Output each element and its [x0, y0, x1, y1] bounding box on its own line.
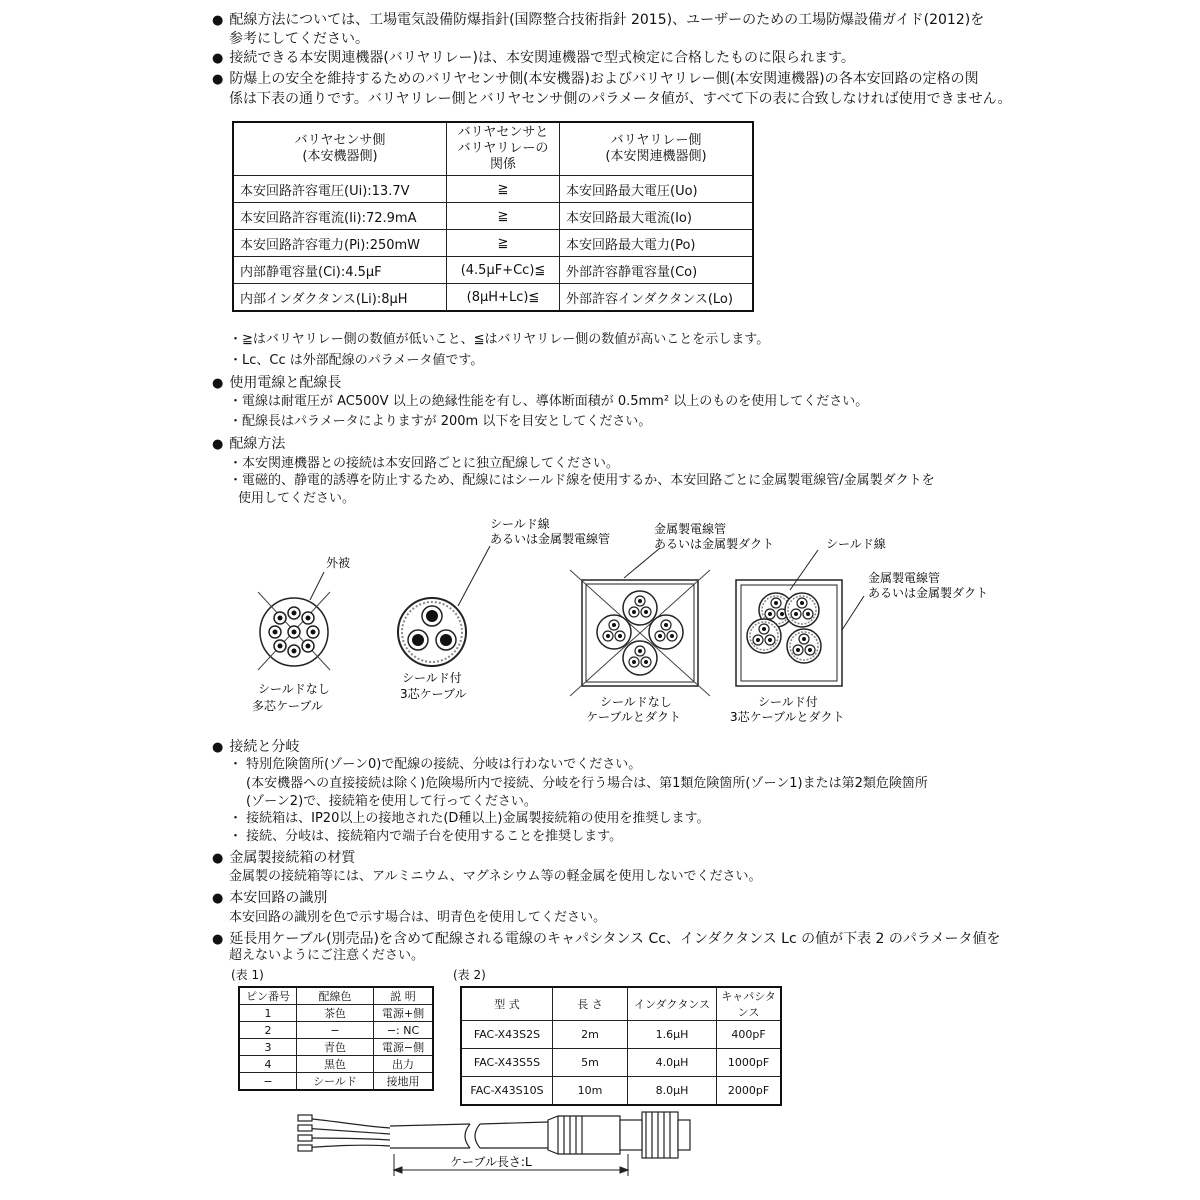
table-header: インダクタンス: [628, 987, 717, 1021]
table-cell: 接地用: [374, 1073, 434, 1091]
table-cell: 電源−側: [374, 1039, 434, 1056]
caption-unshielded-multicore-1: シールドなし: [258, 682, 330, 696]
wiring-line-1: ・電線は耐電圧が AC500V 以上の絶縁性能を有し、導体断面積が 0.5mm² 以上のものを使用してください。: [229, 394, 869, 409]
material-heading: ● 金属製接続箱の材質: [212, 849, 355, 868]
table-cell: 1000pF: [717, 1049, 782, 1077]
branch-line-1: ・ 特別危険箇所(ゾーン0)で配線の接続、分岐は行わないでください。: [229, 757, 642, 772]
table-cell: ≧: [447, 176, 560, 203]
table-cell: 本安回路許容電流(Ii):72.9mA: [233, 203, 447, 230]
multicore-cable-figure: [258, 572, 330, 670]
metal-conduit-label-2: あるいは金属製ダクト: [654, 537, 775, 551]
table-cell: 4: [239, 1056, 297, 1073]
table-cell: −: [239, 1073, 297, 1091]
table-cell: −: NC: [374, 1022, 434, 1039]
intro-bullet-3-cont: 係は下表の通りです。バリヤリレー側とバリヤセンサ側のパラメータ値が、すべて下の表に合致しなければ使用できません。: [229, 91, 1012, 107]
metal-conduit-label-1: 金属製電線管: [654, 522, 727, 536]
table-header: バリヤセンサと バリヤリレーの関係: [447, 122, 560, 176]
table-row: [239, 1022, 433, 1039]
cable-bundle: [787, 629, 821, 663]
caption-shielded-duct-1: シールド付: [758, 695, 818, 709]
cable-bundle: [785, 593, 819, 627]
caption-shielded-3core-1: シールド付: [402, 671, 462, 685]
table-row: [233, 284, 753, 312]
intro-bullet-1-cont: 参考にしてください。: [229, 31, 369, 47]
table-header: バリヤリレー側 (本安関連機器側): [560, 122, 754, 176]
caption-shielded-3core-2: 3芯ケーブル: [400, 687, 467, 701]
unshielded-duct-figure: [570, 570, 710, 696]
ident-line-1: 本安回路の識別を色で示す場合は、明青色を使用してください。: [229, 910, 607, 925]
cable-bundle: [623, 641, 657, 675]
note-2: ・Lc、Cc は外部配線のパラメータ値です。: [229, 353, 484, 368]
table-header: 配線色: [297, 987, 374, 1005]
table-row: [239, 1039, 433, 1056]
table-row: [233, 257, 753, 284]
table-cell: 黒色: [297, 1056, 374, 1073]
extension-cable-drawing: [290, 1100, 710, 1180]
method-heading: ● 配線方法: [212, 435, 285, 454]
table-header-row: [233, 122, 753, 176]
table-cell: 2: [239, 1022, 297, 1039]
ident-heading: ● 本安回路の識別: [212, 889, 327, 908]
wiring-line-2: ・配線長はパラメータによりますが 200m 以下を目安としてください。: [229, 414, 652, 429]
table-cell: 内部インダクタンス(Li):8μH: [233, 284, 447, 312]
table-header: ピン番号: [239, 987, 297, 1005]
table-row: [233, 176, 753, 203]
method-line-2: ・電磁的、静電的誘導を防止するため、配線にはシールド線を使用するか、本安回路ごとに金属製電線管/金属製ダクトを: [229, 473, 935, 488]
table-cell: 出力: [374, 1056, 434, 1073]
table-header-row: [239, 987, 433, 1005]
table-cell: ≧: [447, 230, 560, 257]
table-row: [239, 1005, 433, 1022]
wiring-heading: ● 使用電線と配線長: [212, 374, 341, 393]
cable-bundle: [649, 615, 683, 649]
table-cell: 10m: [553, 1077, 628, 1106]
caption-unshielded-duct-2: ケーブルとダクト: [586, 710, 681, 724]
table-cell: 青色: [297, 1039, 374, 1056]
table2-caption: (表 2): [453, 968, 486, 982]
table-cell: シールド: [297, 1073, 374, 1091]
table-row: [461, 1049, 781, 1077]
table-row: [461, 1021, 781, 1049]
branch-heading: ● 接続と分岐: [212, 738, 299, 757]
table-row: [233, 203, 753, 230]
table-cell: (4.5μF+Cc)≦: [447, 257, 560, 284]
table-cell: 3: [239, 1039, 297, 1056]
table-row: [239, 1056, 433, 1073]
table-header-row: [461, 987, 781, 1021]
table-header: キャパシタンス: [717, 987, 782, 1021]
shield-or-conduit-label-1: シールド線: [490, 517, 550, 531]
table-cell: 5m: [553, 1049, 628, 1077]
caption-shielded-duct-2: 3芯ケーブルとダクト: [730, 710, 845, 724]
table-cell: 2000pF: [717, 1077, 782, 1106]
table-cell: (8μH+Lc)≦: [447, 284, 560, 312]
table-cell: FAC-X43S2S: [461, 1021, 553, 1049]
metal-conduit-b-label-1: 金属製電線管: [868, 571, 941, 585]
table-cell: 1.6μH: [628, 1021, 717, 1049]
cable-bundle: [597, 615, 631, 649]
shield-or-conduit-label-2: あるいは金属製電線管: [490, 532, 611, 546]
table-cell: 外部許容静電容量(Co): [560, 257, 754, 284]
intro-bullet-2: ● 接続できる本安関連機器(バリヤリレー)は、本安関連機器で型式検定に合格したものに限られます。: [212, 49, 855, 68]
table-cell: 2m: [553, 1021, 628, 1049]
table-cell: 外部許容インダクタンス(Lo): [560, 284, 754, 312]
table-cell: 本安回路最大電圧(Uo): [560, 176, 754, 203]
note-1: ・≧はバリヤリレー側の数値が低いこと、≦はバリヤリレー側の数値が高いことを示します。: [229, 332, 770, 347]
method-line-3: 使用してください。: [238, 491, 356, 506]
table-cell: ≧: [447, 203, 560, 230]
caption-unshielded-duct-1: シールドなし: [600, 695, 672, 709]
table-row: [239, 1073, 433, 1091]
table1-caption: (表 1): [231, 968, 264, 982]
caption-unshielded-multicore-2: 多芯ケーブル: [252, 699, 323, 713]
method-line-1: ・本安関連機器との接続は本安回路ごとに独立配線してください。: [229, 456, 620, 471]
connector: [548, 1112, 690, 1158]
cable-bundle: [623, 591, 657, 625]
table-cell: 4.0μH: [628, 1049, 717, 1077]
table-header: 長 さ: [553, 987, 628, 1021]
table-cell: 本安回路許容電圧(Ui):13.7V: [233, 176, 447, 203]
metal-conduit-b-label-2: あるいは金属製ダクト: [868, 586, 989, 600]
cable-bundle: [747, 619, 781, 653]
shielded-3core-figure: [398, 546, 490, 666]
table-header: 説 明: [374, 987, 434, 1005]
table-cell: 本安回路最大電流(Io): [560, 203, 754, 230]
ext-note: ● 延長用ケーブル(別売品)を含めて配線される電線のキャパシタンス Cc、インダクタンス Lc の値が下表 2 のパラメータ値を: [212, 930, 1000, 949]
shield-wire-label: シールド線: [826, 537, 886, 551]
cable-length-label: ケーブル長さ:L: [450, 1155, 532, 1169]
pin-table: [238, 986, 434, 1091]
branch-line-4: ・ 接続箱は、IP20以上の接地された(D種以上)金属製接続箱の使用を推奨します。: [229, 811, 710, 826]
wire-leads: [298, 1115, 390, 1151]
intro-bullet-3: ● 防爆上の安全を維持するためのバリヤセンサ側(本安機器)およびバリヤリレー側(本安関連機器)の各本安回路の定格の関: [212, 70, 979, 89]
table-cell: 1: [239, 1005, 297, 1022]
table-cell: 茶色: [297, 1005, 374, 1022]
material-line-1: 金属製の接続箱等には、アルミニウム、マグネシウム等の軽金属を使用しないでください。: [229, 869, 762, 884]
table-cell: −: [297, 1022, 374, 1039]
parameter-table: [232, 121, 754, 312]
branch-line-3: (ゾーン2)で、接続箱を使用して行ってください。: [246, 794, 537, 809]
table-header: バリヤセンサ側 (本安機器側): [233, 122, 447, 176]
branch-line-2: (本安機器への直接接続は除く)危険場所内で接続、分岐を行う場合は、第1類危険箇所(ゾーン1)または第2類危険箇所: [246, 776, 928, 791]
table-cell: 400pF: [717, 1021, 782, 1049]
table-cell: 電源+側: [374, 1005, 434, 1022]
table-row: [233, 230, 753, 257]
cable-body: [390, 1122, 548, 1148]
table-cell: 8.0μH: [628, 1077, 717, 1106]
table-cell: 本安回路許容電力(Pi):250mW: [233, 230, 447, 257]
table-cell: 本安回路最大電力(Po): [560, 230, 754, 257]
table-cell: FAC-X43S10S: [461, 1077, 553, 1106]
cable-cross-section-diagram: [200, 510, 1000, 730]
ext-note-cont: 超えないようにご注意ください。: [229, 948, 425, 963]
table-header: 型 式: [461, 987, 553, 1021]
intro-bullet-1: ● 配線方法については、工場電気設備防爆指針(国際整合技術指針 2015)、ユーザーのための工場防爆設備ガイド(2012)を: [212, 11, 984, 30]
table-cell: FAC-X43S5S: [461, 1049, 553, 1077]
model-table: [460, 986, 782, 1106]
outer-sheath-label: 外被: [326, 556, 351, 570]
table-cell: 内部静電容量(Ci):4.5μF: [233, 257, 447, 284]
branch-line-5: ・ 接続、分岐は、接続箱内で端子台を使用することを推奨します。: [229, 829, 623, 844]
